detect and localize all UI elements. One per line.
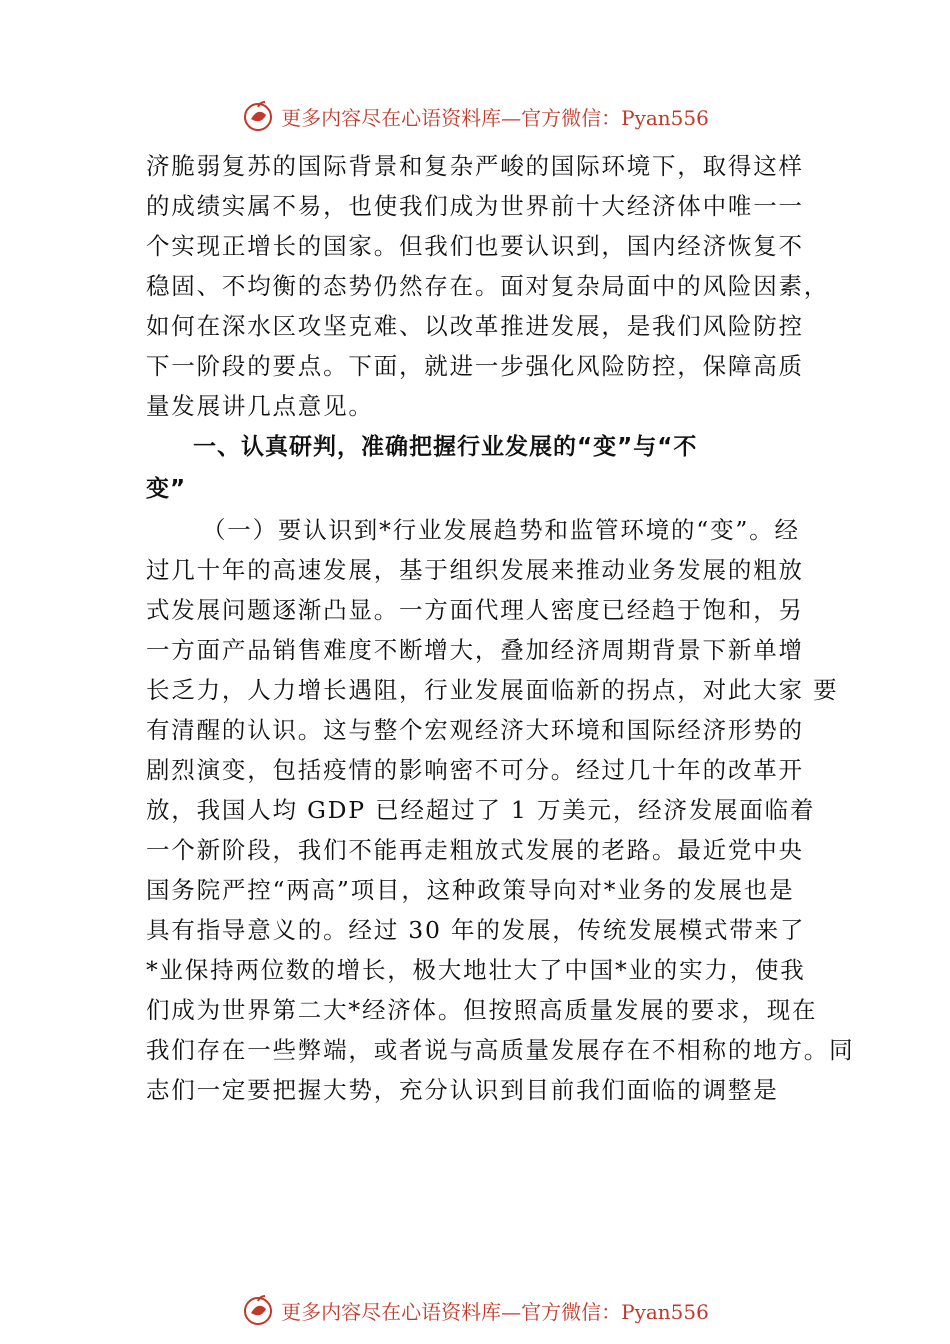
document-body	[146, 146, 855, 1110]
section-heading: 一、认真研判，准确把握行业发展的“变”与“不	[193, 434, 698, 460]
body-line: 们成为世界第二大*经济体。但按照高质量发展的要求，现在	[146, 996, 818, 1024]
paragraph-line: 个实现正增长的国家。但我们也要认识到，国内经济恢复不	[146, 232, 804, 260]
body-line: 式发展问题逐渐凸显。一方面代理人密度已经趋于饱和，另	[146, 596, 804, 624]
body-line: 一方面产品销售难度不断增大，叠加经济周期背景下新单增	[146, 636, 804, 664]
body-line: 长乏力，人力增长遇阻，行业发展面临新的拐点，对此大家 要	[146, 676, 839, 704]
paragraph-line: 的成绩实属不易，也使我们成为世界前十大经济体中唯一一	[146, 192, 804, 220]
body-line: 一个新阶段，我们不能再走粗放式发展的老路。最近党中央	[146, 836, 804, 864]
watermark-text: 更多内容尽在心语资料库—官方微信：Pyan556	[281, 1299, 709, 1324]
paragraph-line: 稳固、不均衡的态势仍然存在。面对复杂局面中的风险因素，	[146, 272, 830, 300]
header-watermark	[0, 96, 950, 136]
section-heading-continued: 变”	[146, 476, 187, 502]
paragraph-line: 量发展讲几点意见。	[146, 392, 374, 420]
paragraph-line: 济脆弱复苏的国际背景和复杂严峻的国际环境下，取得这样	[146, 152, 804, 180]
apple-logo-icon	[241, 1293, 275, 1327]
body-line: *业保持两位数的增长，极大地壮大了中国*业的实力，使我	[146, 956, 806, 984]
body-line: 过几十年的高速发展，基于组织发展来推动业务发展的粗放	[146, 556, 804, 584]
body-line: 具有指导意义的。经过 30 年的发展，传统发展模式带来了	[146, 916, 806, 944]
body-line: 剧烈演变，包括疫情的影响密不可分。经过几十年的改革开	[146, 756, 804, 784]
paragraph-line: 如何在深水区攻坚克难、以改革推进发展，是我们风险防控	[146, 312, 804, 340]
footer-watermark	[0, 1290, 950, 1330]
apple-logo-icon	[241, 99, 275, 133]
watermark-text: 更多内容尽在心语资料库—官方微信：Pyan556	[281, 105, 709, 130]
body-line: 有清醒的认识。这与整个宏观经济大环境和国际经济形势的	[146, 716, 804, 744]
body-line: 志们一定要把握大势，充分认识到目前我们面临的调整是	[146, 1076, 779, 1104]
paragraph-line: 下一阶段的要点。下面，就进一步强化风险防控，保障高质	[146, 352, 804, 380]
body-line: 国务院严控“两高”项目，这种政策导向对*业务的发展也是	[146, 876, 795, 904]
body-line: 放，我国人均 GDP 已经超过了 1 万美元，经济发展面临着	[146, 796, 816, 824]
subsection-line: （一）要认识到*行业发展趋势和监管环境的“变”。经	[202, 516, 800, 544]
body-line: 我们存在一些弊端，或者说与高质量发展存在不相称的地方。同	[146, 1036, 855, 1064]
